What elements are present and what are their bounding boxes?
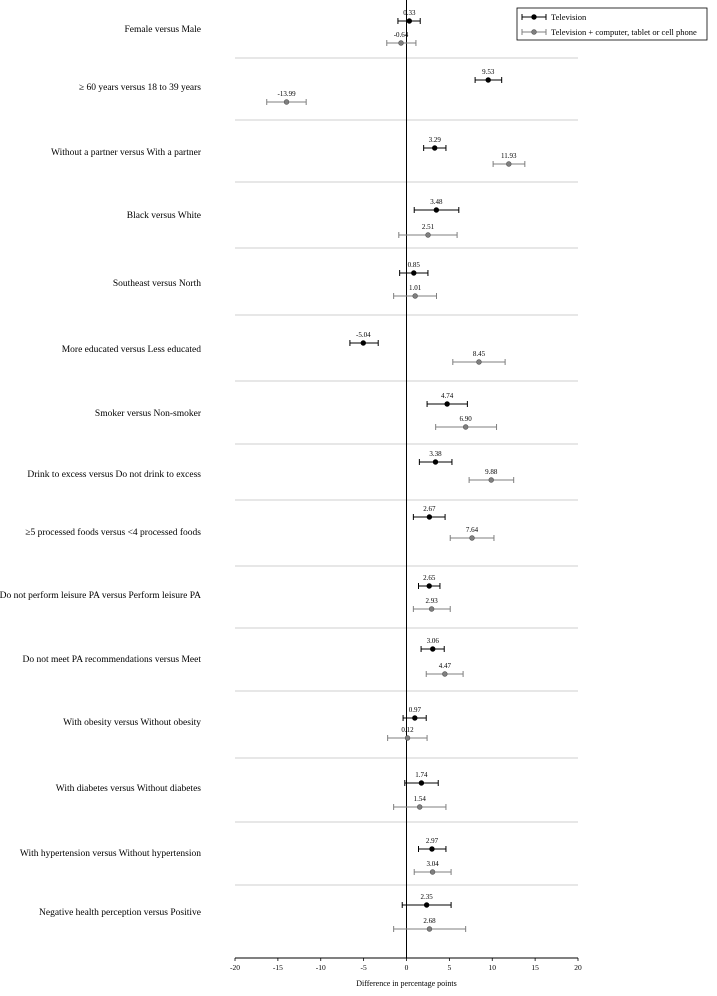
- point-television-plus-devices: [426, 233, 431, 238]
- data-label: 7.64: [465, 526, 479, 534]
- legend-swatch-marker: [532, 15, 537, 20]
- category-label: ≥5 processed foods versus <4 processed foods: [25, 528, 201, 538]
- point-television-plus-devices: [489, 478, 494, 483]
- data-label: 2.67: [423, 505, 436, 513]
- x-tick-label: -15: [272, 963, 283, 972]
- point-television: [430, 847, 435, 852]
- x-tick-label: 15: [531, 963, 539, 972]
- category-label: Drink to excess versus Do not drink to excess: [27, 470, 201, 480]
- data-label: 3.29: [428, 136, 441, 144]
- category-label: Smoker versus Non-smoker: [94, 409, 201, 419]
- x-tick-label: -10: [315, 963, 326, 972]
- data-label: 0.12: [401, 726, 414, 734]
- data-label: 2.51: [421, 223, 435, 231]
- point-television-plus-devices: [477, 360, 482, 365]
- point-television: [424, 903, 429, 908]
- point-television-plus-devices: [442, 672, 447, 677]
- point-television: [427, 584, 432, 589]
- point-television: [361, 341, 366, 346]
- category-label: With hypertension versus Without hypertension: [19, 849, 201, 859]
- data-label: -5.04: [355, 331, 371, 339]
- data-label: -13.99: [277, 90, 296, 98]
- point-television: [407, 19, 412, 24]
- category-label: With obesity versus Without obesity: [63, 718, 201, 728]
- x-tick-label: 10: [488, 963, 496, 972]
- x-tick-label: -20: [230, 963, 240, 972]
- point-television-plus-devices: [429, 607, 434, 612]
- category-label: More educated versus Less educated: [61, 345, 201, 355]
- data-label: 2.97: [425, 837, 439, 845]
- data-label: 6.90: [459, 415, 472, 423]
- data-label: 3.06: [426, 637, 439, 645]
- category-label: Without a partner versus With a partner: [51, 148, 201, 158]
- point-television-plus-devices: [463, 425, 468, 430]
- point-television-plus-devices: [405, 736, 410, 741]
- data-label: 11.93: [501, 152, 517, 160]
- point-television: [412, 716, 417, 721]
- point-television: [430, 647, 435, 652]
- point-television: [433, 460, 438, 465]
- data-label: 2.35: [420, 893, 433, 901]
- x-tick-label: 5: [447, 963, 452, 972]
- data-label: 2.65: [423, 574, 436, 582]
- data-label: 1.01: [409, 284, 422, 292]
- point-television: [432, 146, 437, 151]
- point-television-plus-devices: [413, 294, 418, 299]
- point-television: [419, 781, 424, 786]
- data-label: 3.38: [429, 450, 442, 458]
- point-television: [445, 402, 450, 407]
- x-axis-title: Difference in percentage points: [356, 979, 457, 988]
- point-television-plus-devices: [427, 927, 432, 932]
- category-label: Do not perform leisure PA versus Perform leisure PA: [0, 591, 201, 601]
- x-tick-label: 20: [574, 963, 582, 972]
- point-television-plus-devices: [470, 536, 475, 541]
- point-television: [411, 271, 416, 276]
- point-television: [427, 515, 432, 520]
- data-label: 3.04: [426, 860, 439, 868]
- category-label: With diabetes versus Without diabetes: [55, 784, 201, 794]
- category-label: Do not meet PA recommendations versus Meet: [22, 655, 201, 665]
- data-label: 3.48: [430, 198, 443, 206]
- data-label: 2.68: [423, 917, 436, 925]
- category-label: Female versus Male: [124, 25, 201, 35]
- data-label: 4.47: [438, 662, 451, 670]
- data-label: 8.45: [472, 350, 486, 358]
- point-television: [434, 208, 439, 213]
- data-label: 1.74: [415, 771, 428, 779]
- data-label: 9.53: [482, 68, 495, 76]
- category-label: Black versus White: [126, 211, 201, 221]
- legend-swatch-marker: [532, 30, 537, 35]
- data-label: 2.93: [425, 597, 438, 605]
- category-label: Negative health perception versus Positive: [39, 908, 201, 918]
- category-label: ≥ 60 years versus 18 to 39 years: [78, 83, 201, 93]
- point-television-plus-devices: [430, 870, 435, 875]
- x-tick-label: -5: [360, 963, 367, 972]
- legend-label: Television + computer, tablet or cell phone: [551, 27, 697, 37]
- category-label: Southeast versus North: [112, 279, 201, 289]
- point-television-plus-devices: [417, 805, 422, 810]
- point-television-plus-devices: [399, 41, 404, 46]
- point-television-plus-devices: [284, 100, 289, 105]
- data-label: 0.97: [408, 706, 421, 714]
- point-television-plus-devices: [506, 162, 511, 167]
- x-tick-label: 0: [404, 963, 409, 972]
- data-label: -0.64: [393, 31, 409, 39]
- legend-label: Television: [551, 12, 587, 22]
- data-label: 0.33: [403, 9, 416, 17]
- point-television: [486, 78, 491, 83]
- data-label: 1.54: [413, 795, 426, 803]
- data-label: 0.85: [407, 261, 420, 269]
- data-label: 4.74: [441, 392, 454, 400]
- data-label: 9.88: [485, 468, 498, 476]
